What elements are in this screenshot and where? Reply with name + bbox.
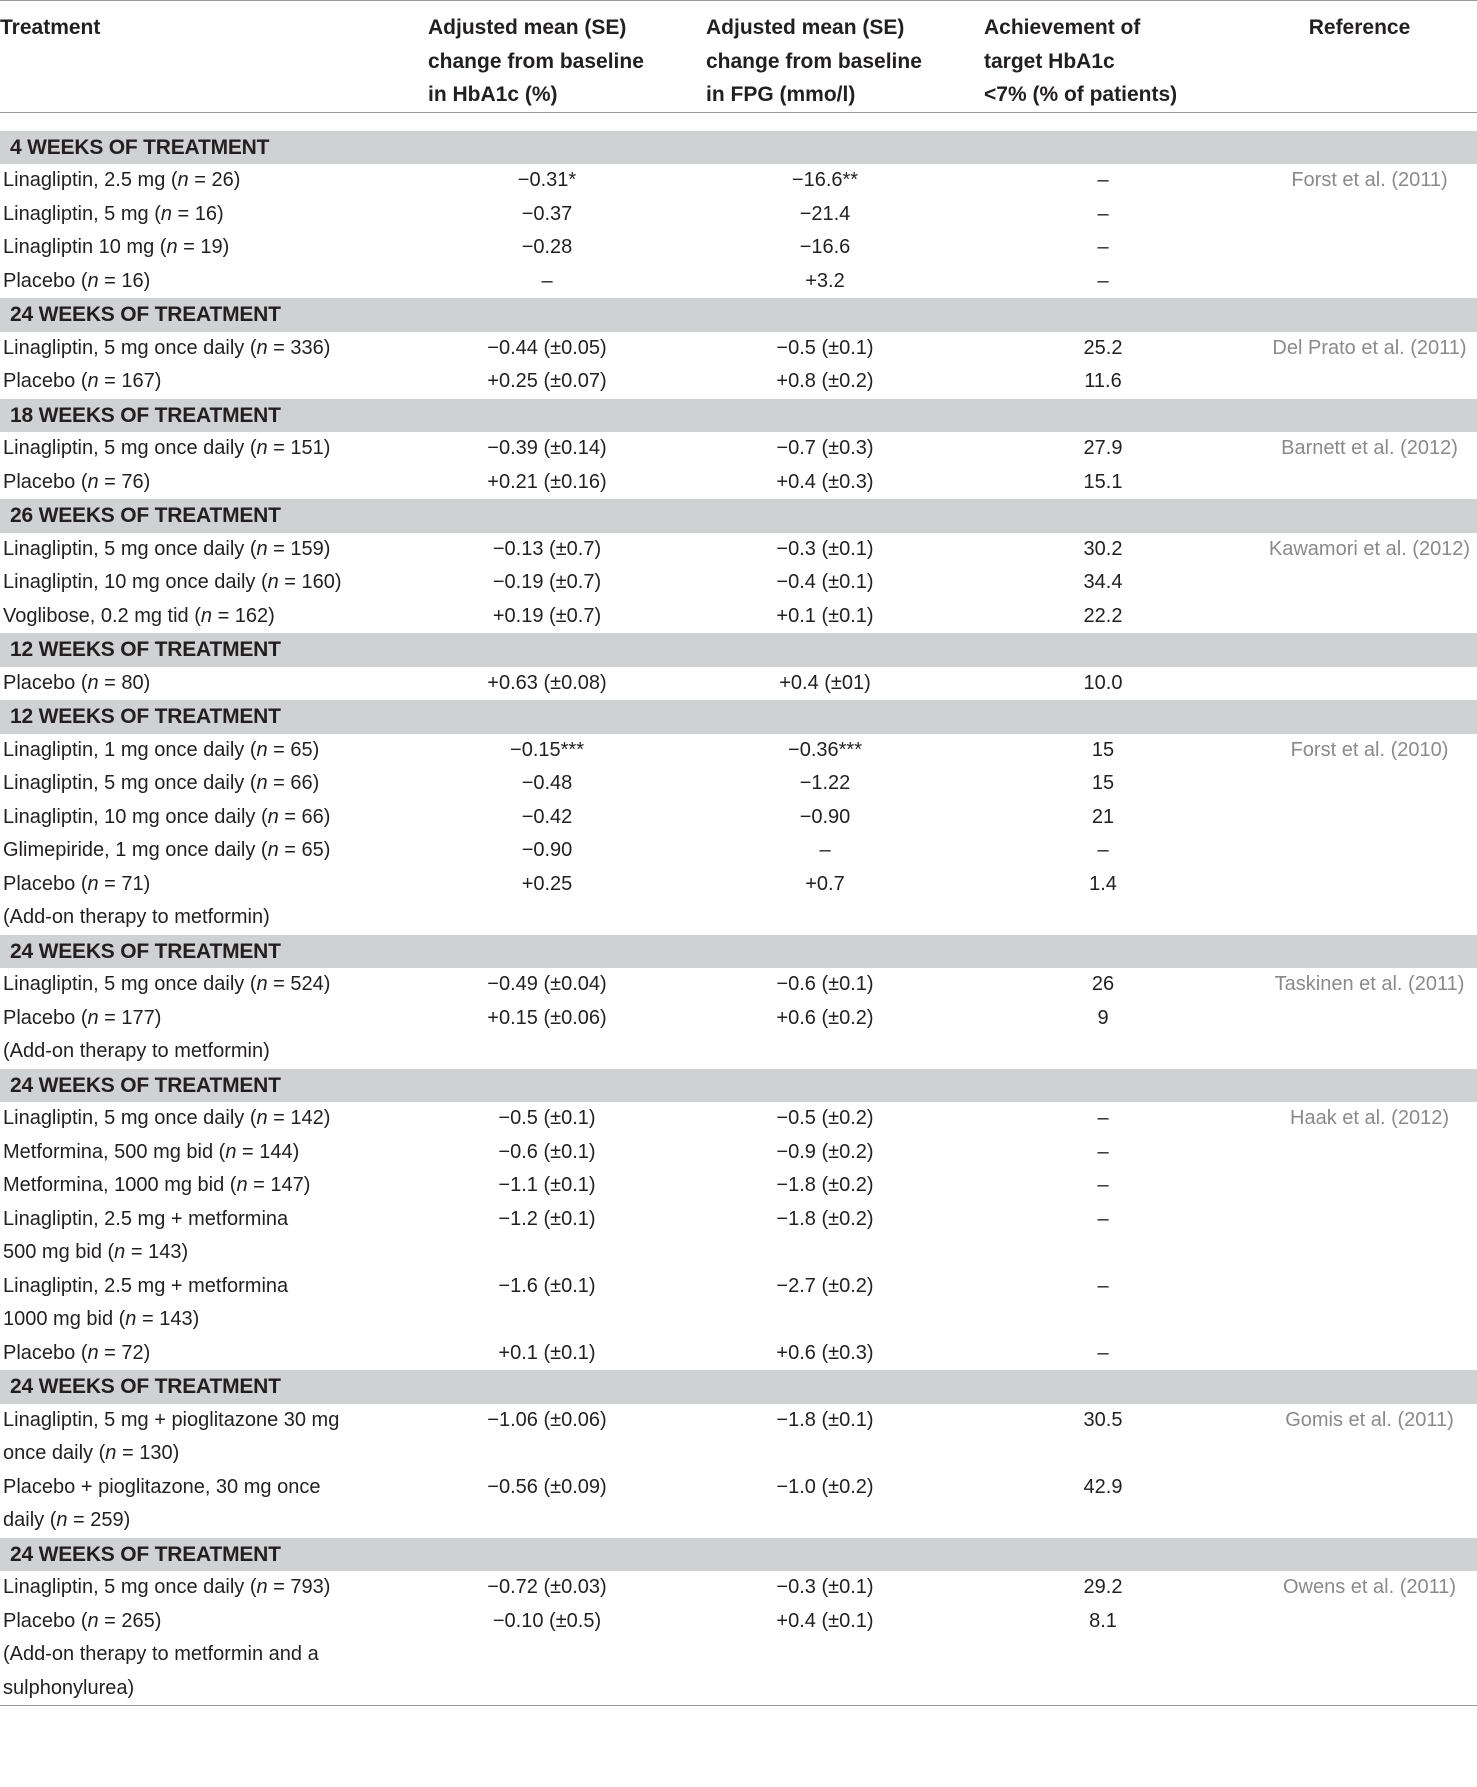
group-header-row: [0, 1370, 1477, 1404]
hba1c-cell: [408, 901, 686, 935]
table-row: [0, 801, 1477, 835]
fpg-cell: −0.3 (±0.1): [776, 537, 874, 560]
fpg-cell: −1.0 (±0.2): [776, 1475, 874, 1498]
treatment-cell: Linagliptin, 10 mg once daily (n = 66): [3, 805, 331, 828]
target-cell: 42.9: [1083, 1475, 1123, 1498]
table-row: [0, 834, 1477, 868]
target-cell: –: [1097, 1274, 1109, 1297]
target-cell: 15: [1091, 738, 1115, 761]
hba1c-cell: −0.39 (±0.14): [487, 437, 607, 459]
fpg-cell: −16.6**: [791, 169, 859, 191]
group-header-row: [0, 935, 1477, 969]
header-hba1c-change: Adjusted mean (SE) change from baseline in HbA1c (%): [408, 2, 686, 112]
fpg-cell: [686, 1236, 964, 1270]
table-row: [0, 1605, 1477, 1639]
hba1c-cell: −0.15***: [510, 738, 584, 761]
reference-cell: Forst et al. (2011): [1291, 169, 1448, 191]
treatment-cell: Linagliptin 10 mg (n = 19): [3, 236, 230, 258]
treatment-cell: Linagliptin, 10 mg once daily (n = 160): [3, 571, 342, 593]
reference-cell: [1242, 1236, 1477, 1270]
group-title: 18 WEEKS OF TREATMENT: [0, 399, 1477, 433]
fpg-cell: −1.8 (±0.1): [776, 1408, 874, 1431]
fpg-cell: +0.4 (±0.3): [776, 470, 874, 493]
target-cell: 27.9: [1083, 437, 1123, 459]
treatment-cell: Placebo (n = 76): [3, 470, 151, 493]
reference-cell: Taskinen et al. (2011): [1274, 973, 1465, 995]
treatment-cell: 500 mg bid (n = 143): [3, 1241, 189, 1263]
fpg-cell: +0.7: [805, 872, 845, 895]
table-row: [0, 968, 1477, 1002]
table-row: [0, 1337, 1477, 1371]
hba1c-cell: +0.15 (±0.06): [487, 1006, 607, 1029]
treatment-cell: Metformina, 1000 mg bid (n = 147): [3, 1174, 311, 1196]
reference-cell: [1242, 1605, 1477, 1639]
treatment-cell: 1000 mg bid (n = 143): [3, 1308, 200, 1330]
hba1c-cell: −0.90: [521, 839, 573, 861]
group-header-row: [0, 700, 1477, 734]
fpg-cell: [686, 1303, 964, 1337]
fpg-cell: +0.1 (±0.1): [776, 604, 874, 627]
hba1c-cell: +0.21 (±0.16): [487, 470, 607, 493]
table-row: [0, 767, 1477, 801]
hba1c-cell: −1.06 (±0.06): [487, 1408, 607, 1431]
treatment-cell: Placebo (n = 167): [3, 370, 162, 392]
group-title: 26 WEEKS OF TREATMENT: [0, 499, 1477, 533]
hba1c-cell: [408, 1035, 686, 1069]
table-row: [0, 1102, 1477, 1136]
fpg-cell: −1.8 (±0.2): [776, 1207, 874, 1230]
group-title: 4 WEEKS OF TREATMENT: [0, 131, 1477, 165]
treatment-cell: Placebo (n = 177): [3, 1006, 162, 1029]
fpg-cell: [686, 1638, 964, 1672]
table-row: [0, 1035, 1477, 1069]
treatment-cell: Linagliptin, 2.5 mg + metformina: [3, 1274, 289, 1297]
reference-cell: Gomis et al. (2011): [1285, 1408, 1454, 1431]
fpg-cell: −0.90: [799, 805, 851, 828]
treatment-cell: Linagliptin, 5 mg once daily (n = 793): [3, 1576, 331, 1598]
target-cell: 30.5: [1083, 1408, 1123, 1431]
reference-cell: [1242, 1504, 1477, 1538]
table-row: [0, 667, 1477, 701]
hba1c-cell: −0.31*: [517, 169, 577, 191]
group-title: 12 WEEKS OF TREATMENT: [0, 700, 1477, 734]
fpg-cell: −0.36***: [788, 738, 862, 761]
target-cell: –: [1097, 1341, 1109, 1364]
hba1c-cell: −1.2 (±0.1): [498, 1207, 596, 1230]
table-row: [0, 164, 1477, 198]
treatment-cell: Placebo (n = 80): [3, 671, 151, 694]
reference-cell: [1242, 834, 1477, 868]
group-header-row: [0, 633, 1477, 667]
treatment-cell: Linagliptin, 2.5 mg + metformina: [3, 1207, 289, 1230]
fpg-cell: [686, 1035, 964, 1069]
target-cell: 15.1: [1083, 470, 1123, 493]
reference-cell: [1242, 1303, 1477, 1337]
table-row: [0, 868, 1477, 902]
group-title: 24 WEEKS OF TREATMENT: [0, 1538, 1477, 1572]
fpg-cell: +3.2: [805, 269, 845, 292]
fpg-cell: −0.6 (±0.1): [776, 973, 874, 995]
hba1c-cell: +0.1 (±0.1): [498, 1341, 596, 1364]
hba1c-cell: −1.6 (±0.1): [498, 1274, 596, 1297]
hba1c-cell: [408, 1638, 686, 1672]
reference-cell: [1242, 1136, 1477, 1170]
target-cell: [964, 1236, 1242, 1270]
group-title: 24 WEEKS OF TREATMENT: [0, 935, 1477, 969]
treatment-cell: Glimepiride, 1 mg once daily (n = 65): [3, 839, 331, 861]
reference-cell: [1242, 566, 1477, 600]
treatment-cell: Linagliptin, 5 mg once daily (n = 142): [3, 1107, 331, 1129]
reference-cell: [1242, 901, 1477, 935]
hba1c-cell: −0.10 (±0.5): [492, 1609, 602, 1632]
target-cell: 11.6: [1084, 370, 1122, 392]
hba1c-cell: [408, 1236, 686, 1270]
target-cell: –: [1097, 1140, 1109, 1163]
target-cell: 8.1: [1089, 1609, 1117, 1632]
reference-cell: [1242, 868, 1477, 902]
treatment-cell: Linagliptin, 5 mg once daily (n = 151): [3, 437, 331, 459]
hba1c-cell: [408, 1504, 686, 1538]
table-row: [0, 1270, 1477, 1304]
reference-cell: [1242, 600, 1477, 634]
reference-cell: [1242, 365, 1477, 399]
group-title: 24 WEEKS OF TREATMENT: [0, 298, 1477, 332]
header-spacer: [0, 112, 1477, 131]
treatment-cell: Linagliptin, 5 mg + pioglitazone 30 mg: [3, 1408, 340, 1431]
target-cell: 34.4: [1083, 571, 1123, 593]
table-row: [0, 1169, 1477, 1203]
table-row: [0, 332, 1477, 366]
hba1c-cell: +0.25: [521, 872, 573, 895]
table-top-rule: [0, 0, 1477, 1]
target-cell: –: [1097, 839, 1109, 861]
fpg-cell: [686, 1504, 964, 1538]
target-cell: [964, 1437, 1242, 1471]
target-cell: 21: [1091, 805, 1115, 828]
hba1c-cell: −0.5 (±0.1): [498, 1107, 596, 1129]
hba1c-cell: −0.42: [521, 805, 573, 828]
treatment-cell: (Add-on therapy to metformin and a: [3, 1643, 319, 1665]
target-cell: 10.0: [1083, 671, 1123, 694]
reference-cell: [1242, 801, 1477, 835]
target-cell: [964, 1504, 1242, 1538]
fpg-cell: +0.8 (±0.2): [776, 370, 874, 392]
reference-cell: Haak et al. (2012): [1290, 1107, 1449, 1129]
target-cell: 25.2: [1083, 336, 1123, 359]
group-header-row: [0, 298, 1477, 332]
table-row: [0, 1136, 1477, 1170]
hba1c-cell: −0.37: [521, 202, 573, 225]
reference-cell: [1242, 667, 1477, 701]
treatment-cell: Metformina, 500 mg bid (n = 144): [3, 1140, 300, 1163]
reference-cell: Owens et al. (2011): [1282, 1576, 1457, 1598]
treatment-cell: Linagliptin, 5 mg once daily (n = 336): [3, 336, 331, 359]
reference-cell: [1242, 1638, 1477, 1672]
hba1c-cell: −0.44 (±0.05): [487, 336, 607, 359]
header-fpg-change: Adjusted mean (SE) change from baseline in FPG (mmo/l): [686, 2, 964, 112]
table-row: [0, 1471, 1477, 1505]
fpg-cell: +0.6 (±0.3): [776, 1341, 874, 1364]
target-cell: –: [1097, 1107, 1109, 1129]
target-cell: –: [1097, 1207, 1109, 1230]
fpg-cell: –: [819, 839, 831, 861]
reference-cell: [1242, 198, 1477, 232]
treatment-cell: Placebo (n = 16): [3, 269, 151, 292]
target-cell: 29.2: [1083, 1576, 1123, 1598]
fpg-cell: −0.9 (±0.2): [776, 1140, 874, 1163]
reference-cell: [1242, 767, 1477, 801]
table-row: [0, 1404, 1477, 1438]
reference-cell: [1242, 1471, 1477, 1505]
table-row: [0, 1303, 1477, 1337]
table-row: [0, 1672, 1477, 1706]
treatment-cell: Linagliptin, 5 mg once daily (n = 66): [3, 772, 320, 794]
target-cell: –: [1097, 1174, 1109, 1196]
hba1c-cell: [408, 1672, 686, 1706]
table-row: [0, 1236, 1477, 1270]
reference-cell: [1242, 1337, 1477, 1371]
fpg-cell: [686, 901, 964, 935]
treatment-cell: daily (n = 259): [3, 1509, 131, 1531]
treatment-cell: sulphonylurea): [0, 1672, 408, 1706]
hba1c-cell: −0.49 (±0.04): [487, 973, 607, 995]
fpg-cell: −0.7 (±0.3): [776, 437, 874, 459]
header-row: [0, 2, 1477, 112]
fpg-cell: −0.3 (±0.1): [776, 1576, 874, 1598]
group-header-row: [0, 131, 1477, 165]
hba1c-cell: −0.28: [521, 236, 573, 258]
reference-cell: Kawamori et al. (2012): [1268, 537, 1471, 560]
table-row: [0, 734, 1477, 768]
group-header-row: [0, 499, 1477, 533]
reference-cell: [1242, 1002, 1477, 1036]
table-row: [0, 265, 1477, 299]
fpg-cell: −1.22: [799, 772, 851, 794]
group-title: 24 WEEKS OF TREATMENT: [0, 1370, 1477, 1404]
table-row: [0, 198, 1477, 232]
treatment-cell: Voglibose, 0.2 mg tid (n = 162): [3, 604, 275, 627]
fpg-cell: +0.4 (±0.1): [776, 1609, 874, 1632]
group-title: 24 WEEKS OF TREATMENT: [0, 1069, 1477, 1103]
table-row: [0, 566, 1477, 600]
reference-cell: [1242, 265, 1477, 299]
results-table: [0, 2, 1477, 1706]
target-cell: [964, 1035, 1242, 1069]
fpg-cell: [686, 1437, 964, 1471]
hba1c-cell: −0.48: [521, 772, 573, 794]
header-target-achievement: Achievement of target HbA1c <7% (% of patients): [964, 2, 1242, 112]
target-cell: 26: [1091, 973, 1115, 995]
fpg-cell: −21.4: [799, 202, 851, 225]
group-header-row: [0, 1069, 1477, 1103]
fpg-cell: [686, 1672, 964, 1706]
target-cell: 15: [1091, 772, 1115, 794]
fpg-cell: +0.6 (±0.2): [776, 1006, 874, 1029]
fpg-cell: +0.4 (±01): [779, 671, 871, 694]
treatment-cell: Linagliptin, 5 mg (n = 16): [3, 202, 224, 225]
target-cell: –: [1097, 269, 1109, 292]
reference-cell: Del Prato et al. (2011): [1272, 336, 1467, 359]
target-cell: –: [1097, 236, 1109, 258]
fpg-cell: −2.7 (±0.2): [776, 1274, 874, 1297]
group-header-row: [0, 399, 1477, 433]
hba1c-cell: −0.19 (±0.7): [492, 571, 602, 593]
hba1c-cell: −1.1 (±0.1): [498, 1174, 596, 1196]
hba1c-cell: −0.6 (±0.1): [498, 1140, 596, 1163]
treatment-cell: Linagliptin, 5 mg once daily (n = 159): [3, 537, 331, 560]
table-row: [0, 901, 1477, 935]
treatment-cell: Placebo (n = 72): [3, 1341, 151, 1364]
hba1c-cell: −0.72 (±0.03): [487, 1576, 607, 1598]
target-cell: 9: [1097, 1006, 1109, 1029]
treatment-cell: (Add-on therapy to metformin): [3, 906, 270, 928]
target-cell: [964, 1638, 1242, 1672]
group-header-row: [0, 1538, 1477, 1572]
fpg-cell: −1.8 (±0.2): [776, 1174, 874, 1196]
reference-cell: Forst et al. (2010): [1290, 738, 1449, 761]
hba1c-cell: [408, 1303, 686, 1337]
treatment-cell: Linagliptin, 1 mg once daily (n = 65): [3, 738, 320, 761]
hba1c-cell: +0.25 (±0.07): [487, 370, 607, 392]
hba1c-cell: −0.56 (±0.09): [487, 1475, 607, 1498]
treatment-cell: once daily (n = 130): [3, 1442, 180, 1464]
table-row: [0, 1203, 1477, 1237]
target-cell: [964, 901, 1242, 935]
table-row: [0, 1002, 1477, 1036]
table-row: [0, 466, 1477, 500]
hba1c-cell: −0.13 (±0.7): [492, 537, 602, 560]
table-row: [0, 231, 1477, 265]
group-title: 12 WEEKS OF TREATMENT: [0, 633, 1477, 667]
reference-cell: [1242, 1169, 1477, 1203]
target-cell: [964, 1672, 1242, 1706]
target-cell: –: [1097, 169, 1109, 191]
reference-cell: [1242, 466, 1477, 500]
header-reference: Reference: [1242, 2, 1477, 112]
table-row: [0, 1638, 1477, 1672]
treatment-cell: Placebo (n = 265): [3, 1609, 162, 1632]
hba1c-cell: –: [541, 269, 553, 292]
fpg-cell: −0.4 (±0.1): [776, 571, 874, 593]
target-cell: [964, 1303, 1242, 1337]
reference-cell: [1242, 1203, 1477, 1237]
target-cell: 22.2: [1083, 604, 1123, 627]
target-cell: –: [1097, 202, 1109, 225]
table-row: [0, 1437, 1477, 1471]
fpg-cell: −0.5 (±0.1): [776, 336, 874, 359]
hba1c-cell: [408, 1437, 686, 1471]
reference-cell: [1242, 231, 1477, 265]
fpg-cell: −0.5 (±0.2): [776, 1107, 874, 1129]
table-row: [0, 365, 1477, 399]
treatment-cell: Placebo (n = 71): [3, 872, 151, 895]
treatment-cell: (Add-on therapy to metformin): [3, 1040, 270, 1062]
table-row: [0, 1571, 1477, 1605]
treatment-cell: Linagliptin, 2.5 mg (n = 26): [3, 169, 241, 191]
fpg-cell: −16.6: [799, 236, 851, 258]
table-row: [0, 1504, 1477, 1538]
reference-cell: Barnett et al. (2012): [1281, 437, 1458, 459]
table-row: [0, 432, 1477, 466]
hba1c-cell: +0.19 (±0.7): [492, 604, 602, 627]
table-body: [0, 112, 1477, 1706]
reference-cell: [1242, 1672, 1477, 1706]
treatment-cell: Linagliptin, 5 mg once daily (n = 524): [3, 973, 331, 995]
table-row: [0, 600, 1477, 634]
table-row: [0, 533, 1477, 567]
reference-cell: [1242, 1035, 1477, 1069]
header-treatment: Treatment: [0, 2, 408, 112]
target-cell: 1.4: [1089, 872, 1117, 895]
reference-cell: [1242, 1437, 1477, 1471]
hba1c-cell: +0.63 (±0.08): [487, 671, 607, 694]
reference-cell: [1242, 1270, 1477, 1304]
treatment-cell: Placebo + pioglitazone, 30 mg once: [3, 1475, 321, 1498]
target-cell: 30.2: [1083, 537, 1123, 560]
